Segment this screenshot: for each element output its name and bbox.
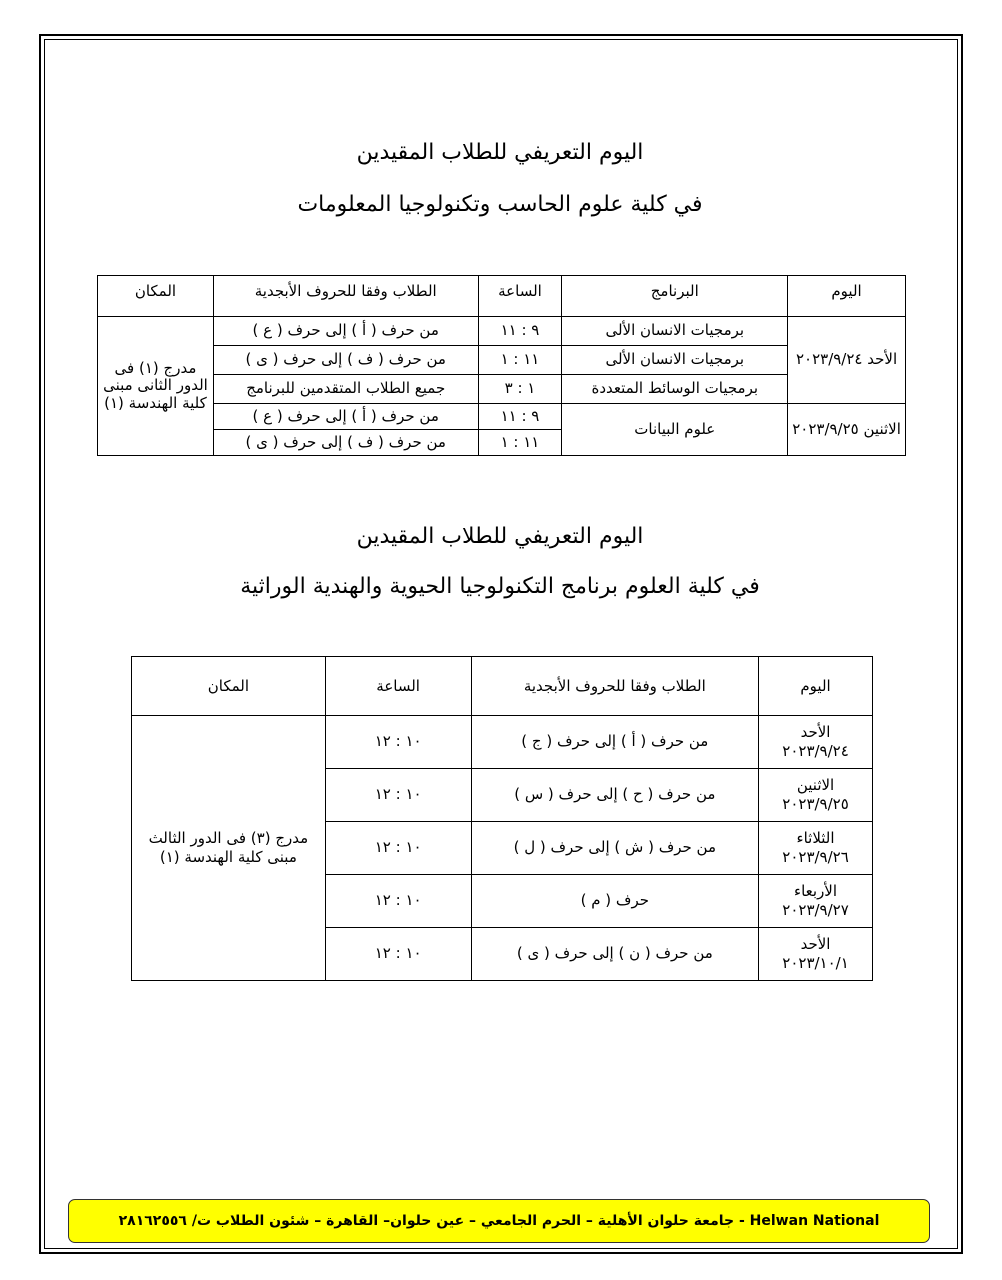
table-row xyxy=(98,346,906,375)
day-cell xyxy=(759,928,873,981)
program-cell: برمجيات الانسان الألى xyxy=(562,346,788,375)
time-cell: ٩ : ١١ xyxy=(478,317,562,346)
day-name: الاثنين xyxy=(796,775,835,794)
day-date: ٢٠٢٣/٩/٢٦ xyxy=(782,848,849,866)
table-row xyxy=(98,317,906,346)
time-cell: ١١ : ١ xyxy=(478,430,562,456)
header-time: الساعة xyxy=(325,657,471,716)
day-cell: الأحد ٢٠٢٣/٩/٢٤ xyxy=(788,317,906,404)
day-cell xyxy=(759,716,873,769)
table-row xyxy=(98,404,906,430)
day-name: الأحد xyxy=(800,722,831,741)
section2-title-line2: في كلية العلوم برنامج التكنولوجيا الحيوية والهندية الوراثية xyxy=(240,574,760,599)
students-cell: من حرف ( ف ) إلى حرف ( ى ) xyxy=(213,430,478,456)
section1-title-line1: اليوم التعريفي للطلاب المقيدين xyxy=(356,140,644,165)
time-cell: ٩ : ١١ xyxy=(478,404,562,430)
section2-title-line1: اليوم التعريفي للطلاب المقيدين xyxy=(356,524,644,549)
day-date: ٢٠٢٣/٩/٢٧ xyxy=(782,901,849,919)
program-cell: برمجيات الوسائط المتعددة xyxy=(562,375,788,404)
header-students: الطلاب وفقا للحروف الأبجدية xyxy=(471,657,759,716)
time-cell: ١٠ : ١٢ xyxy=(325,875,471,928)
time-cell: ١ : ٣ xyxy=(478,375,562,404)
header-students: الطلاب وفقا للحروف الأبجدية xyxy=(213,276,478,317)
students-cell: من حرف ( ش ) إلى حرف ( ل ) xyxy=(471,822,759,875)
students-cell: من حرف ( ن ) إلى حرف ( ى ) xyxy=(471,928,759,981)
day-name: الأحد xyxy=(800,934,831,953)
table-row xyxy=(132,716,873,769)
day-name: الثلاثاء xyxy=(796,828,835,847)
students-cell: من حرف ( أ ) إلى حرف ( ج ) xyxy=(471,716,759,769)
header-place: المكان xyxy=(132,657,326,716)
table-row xyxy=(98,375,906,404)
time-cell: ١٠ : ١٢ xyxy=(325,716,471,769)
day-cell xyxy=(759,822,873,875)
day-date: ٢٠٢٣/١٠/١ xyxy=(782,954,849,972)
cs-schedule-table xyxy=(97,275,906,456)
time-cell: ١١ : ١ xyxy=(478,346,562,375)
table-header-row xyxy=(98,276,906,317)
day-cell xyxy=(759,769,873,822)
header-day: اليوم xyxy=(788,276,906,317)
program-cell: علوم البيانات xyxy=(562,404,788,456)
students-cell: جميع الطلاب المتقدمين للبرنامج xyxy=(213,375,478,404)
day-name: الأربعاء xyxy=(794,881,838,900)
section1-title-line2: في كلية علوم الحاسب وتكنولوجيا المعلومات xyxy=(297,192,703,217)
header-place: المكان xyxy=(98,276,214,317)
program-cell: برمجيات الانسان الألى xyxy=(562,317,788,346)
time-cell: ١٠ : ١٢ xyxy=(325,822,471,875)
students-cell: من حرف ( أ ) إلى حرف ( ع ) xyxy=(213,404,478,430)
day-cell xyxy=(759,875,873,928)
time-cell: ١٠ : ١٢ xyxy=(325,928,471,981)
header-program: البرنامج xyxy=(562,276,788,317)
header-time: الساعة xyxy=(478,276,562,317)
biotech-schedule-table xyxy=(131,656,873,981)
day-cell: الاثنين ٢٠٢٣/٩/٢٥ xyxy=(788,404,906,456)
day-date: ٢٠٢٣/٩/٢٥ xyxy=(782,795,849,813)
students-cell: من حرف ( ح ) إلى حرف ( س ) xyxy=(471,769,759,822)
place-cell: مدرج (٣) فى الدور الثالث مبنى كلية الهندسة (١) xyxy=(132,716,326,981)
page-border-inner xyxy=(44,39,958,1249)
students-cell: حرف ( م ) xyxy=(471,875,759,928)
students-cell: من حرف ( ف ) إلى حرف ( ى ) xyxy=(213,346,478,375)
table-header-row xyxy=(132,657,873,716)
place-cell: مدرج (١) فى الدور الثانى مبنى كلية الهندسة (١) xyxy=(98,317,214,456)
header-day: اليوم xyxy=(759,657,873,716)
students-cell: من حرف ( أ ) إلى حرف ( ع ) xyxy=(213,317,478,346)
time-cell: ١٠ : ١٢ xyxy=(325,769,471,822)
day-date: ٢٠٢٣/٩/٢٤ xyxy=(782,742,849,760)
footer-address-banner: Helwan National - جامعة حلوان الأهلية – الحرم الجامعي – عين حلوان– القاهرة – شئون الطلاب ت/ ٢٨١٦٢٥٥٦ xyxy=(68,1199,930,1243)
